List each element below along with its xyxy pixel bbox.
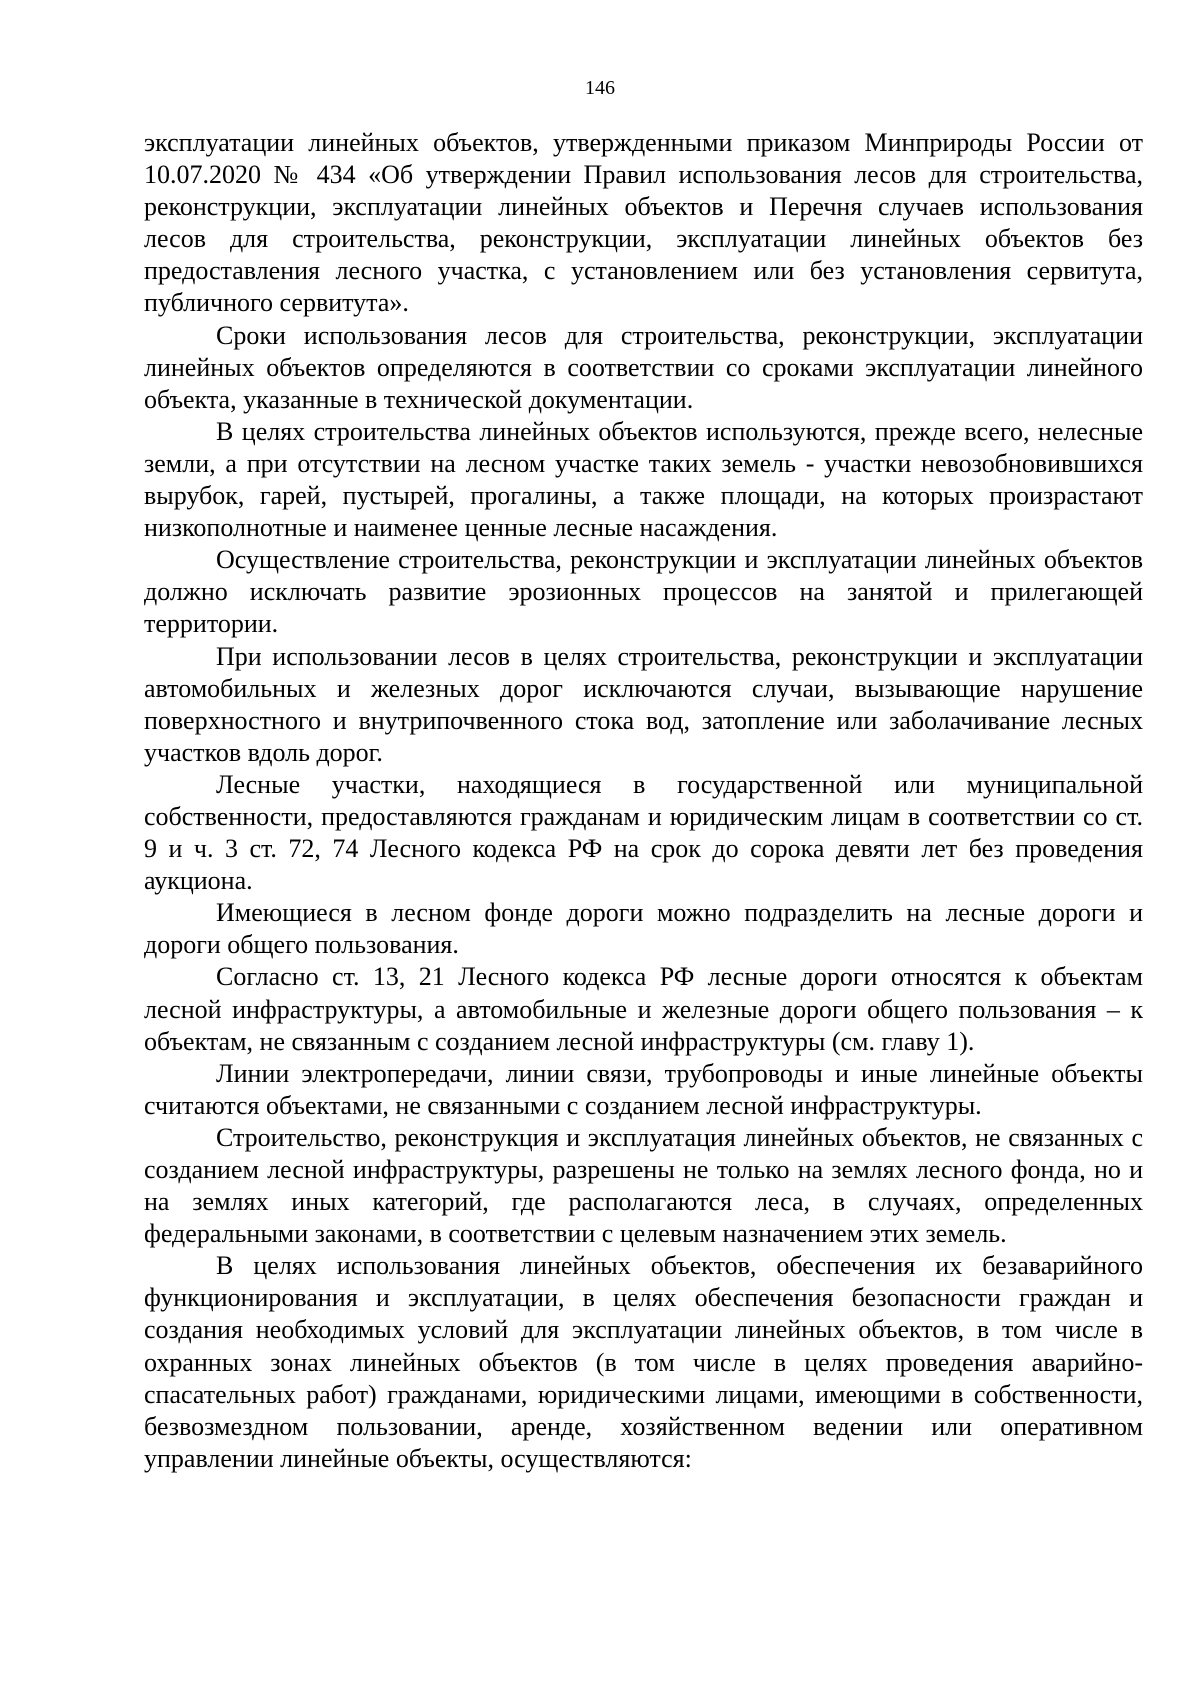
paragraph-erosion: Осуществление строительства, реконструкции и эксплуатации линейных объектов должно исключать развитие эрозионных процессов на занятой и прилегающей территории.: [144, 545, 1143, 639]
paragraph-power-lines: Линии электропередачи, линии связи, трубопроводы и иные линейные объекты считаются объектами, не связанными с созданием лесной инфраструктуры.: [144, 1058, 1143, 1120]
paragraph-land-provision: Лесные участки, находящиеся в государственной или муниципальной собственности, предоставляются гражданам и юридическим лицам в соответствии со ст. 9 и ч. 3 ст. 72, 74 Лесного кодекса РФ на срок до сорока девяти лет без проведения аукциона.: [144, 769, 1143, 896]
paragraph-continuation: эксплуатации линейных объектов, утвержденными приказом Минприроды России от 10.07.2020 № 434 «Об утверждении Правил использования лесов для строительства, реконструкции, эксплуатации линейных объектов и Перечня случаев использования лесов для строительства, реконструкции, эксплуатации линейных объектов без предоставления лесного участка, с установлением или без установления сервитута, публичного сервитута».: [144, 128, 1143, 318]
paragraph-road-types: Имеющиеся в лесном фонде дороги можно подразделить на лесные дороги и дороги общего пользования.: [144, 898, 1143, 960]
page-number: 146: [585, 77, 615, 99]
paragraph-usage-terms: Сроки использования лесов для строительства, реконструкции, эксплуатации линейных объектов определяются в соответствии со сроками эксплуатации линейного объекта, указанные в технической документации.: [144, 320, 1143, 414]
document-body: [144, 127, 1143, 1475]
paragraph-infrastructure: Согласно ст. 13, 21 Лесного кодекса РФ лесные дороги относятся к объектам лесной инфраструктуры, а автомобильные и железные дороги общего пользования – к объектам, не связанным с созданием лесной инфраструктуры (см. главу 1).: [144, 962, 1143, 1056]
paragraph-roads-runoff: При использовании лесов в целях строительства, реконструкции и эксплуатации автомобильных и железных дорог исключаются случаи, вызывающие нарушение поверхностного и внутрипочвенного стока вод, затопление или заболачивание лесных участков вдоль дорог.: [144, 641, 1143, 767]
paragraph-safety-purposes: В целях использования линейных объектов, обеспечения их безаварийного функционирования и эксплуатации, в целях обеспечения безопасности граждан и создания необходимых условий для эксплуатации линейных объектов, в том числе в охранных зонах линейных объектов (в том числе в целях проведения аварийно-спасательных работ) гражданами, юридическими лицами, имеющими в собственности, безвозмездном пользовании, аренде, хозяйственном ведении или оперативном управлении линейные объекты, осуществляются:: [144, 1251, 1143, 1473]
paragraph-construction-permitted: Строительство, реконструкция и эксплуатация линейных объектов, не связанных с созданием лесной инфраструктуры, разрешены не только на землях лесного фонда, но и на землях иных категорий, где располагаются леса, в случаях, определенных федеральными законами, в соответствии с целевым назначением этих земель.: [144, 1122, 1143, 1249]
paragraph-land-priority: В целях строительства линейных объектов используются, прежде всего, нелесные земли, а при отсутствии на лесном участке таких земель - участки невозобновившихся вырубок, гарей, пустырей, прогалины, а также площади, на которых произрастают низкополнотные и наименее ценные лесные насаждения.: [144, 416, 1143, 543]
